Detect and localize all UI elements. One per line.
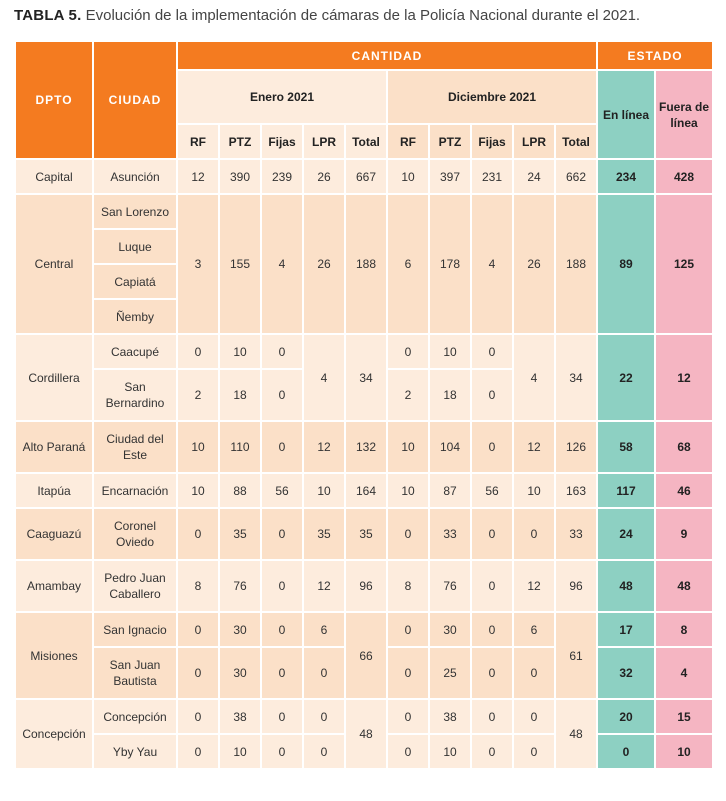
value-cell: 26 [304, 195, 344, 333]
value-cell: 4 [514, 335, 554, 420]
value-cell: 34 [346, 335, 386, 420]
value-cell: 662 [556, 160, 596, 193]
value-cell: 0 [262, 509, 302, 559]
value-cell: 26 [304, 160, 344, 193]
value-cell: 0 [472, 335, 512, 368]
table-row [16, 422, 712, 472]
value-cell: 188 [346, 195, 386, 333]
en-linea-cell: 48 [598, 561, 654, 611]
value-cell: 0 [514, 700, 554, 733]
value-cell: 0 [472, 700, 512, 733]
value-cell: 0 [262, 613, 302, 646]
value-cell: 66 [346, 613, 386, 698]
value-cell: 38 [220, 700, 260, 733]
ciudad-cell: San Ignacio [94, 613, 176, 646]
fuera-linea-cell: 12 [656, 335, 712, 420]
value-cell: 8 [388, 561, 428, 611]
value-cell: 0 [514, 735, 554, 768]
table-row [16, 509, 712, 559]
dpto-cell: Alto Paraná [16, 422, 92, 472]
table-number: TABLA 5. [14, 7, 82, 24]
cameras-table [14, 40, 714, 770]
value-cell: 4 [304, 335, 344, 420]
value-cell: 397 [430, 160, 470, 193]
en-linea-cell: 17 [598, 613, 654, 646]
value-cell: 25 [430, 648, 470, 698]
ciudad-cell: San Juan Bautista [94, 648, 176, 698]
table-row [16, 700, 712, 733]
header-dpto: DPTO [16, 42, 92, 158]
value-cell: 10 [220, 335, 260, 368]
fuera-linea-cell: 428 [656, 160, 712, 193]
table-row [16, 561, 712, 611]
en-linea-cell: 58 [598, 422, 654, 472]
ciudad-cell: Yby Yau [94, 735, 176, 768]
value-cell: 35 [220, 509, 260, 559]
value-cell: 10 [304, 474, 344, 507]
fuera-linea-cell: 10 [656, 735, 712, 768]
value-cell: 34 [556, 335, 596, 420]
table-title [14, 6, 640, 26]
value-cell: 12 [514, 422, 554, 472]
en-linea-cell: 20 [598, 700, 654, 733]
value-cell: 6 [388, 195, 428, 333]
value-cell: 0 [472, 613, 512, 646]
ciudad-cell: Luque [94, 230, 176, 263]
value-cell: 0 [472, 648, 512, 698]
value-cell: 61 [556, 613, 596, 698]
header-diciembre: Diciembre 2021 [388, 71, 596, 123]
value-cell: 0 [472, 561, 512, 611]
value-cell: 0 [388, 648, 428, 698]
table-row [16, 613, 712, 646]
value-cell: 87 [430, 474, 470, 507]
table-row [16, 195, 712, 228]
value-cell: 155 [220, 195, 260, 333]
value-cell: 10 [388, 422, 428, 472]
ciudad-cell: Concepción [94, 700, 176, 733]
value-cell: 110 [220, 422, 260, 472]
en-linea-cell: 117 [598, 474, 654, 507]
value-cell: 6 [514, 613, 554, 646]
value-cell: 0 [262, 370, 302, 420]
fuera-linea-cell: 125 [656, 195, 712, 333]
col-fijas-diciembre: Fijas [472, 125, 512, 158]
col-total-enero: Total [346, 125, 386, 158]
fuera-linea-cell: 9 [656, 509, 712, 559]
value-cell: 0 [178, 648, 218, 698]
value-cell: 231 [472, 160, 512, 193]
header-enero: Enero 2021 [178, 71, 386, 123]
en-linea-cell: 89 [598, 195, 654, 333]
value-cell: 126 [556, 422, 596, 472]
ciudad-cell: Ciudad del Este [94, 422, 176, 472]
value-cell: 0 [472, 370, 512, 420]
table-caption: Evolución de la implementación de cámaras de la Policía Nacional durante el 2021. [85, 7, 641, 24]
value-cell: 0 [514, 648, 554, 698]
value-cell: 35 [346, 509, 386, 559]
value-cell: 0 [262, 648, 302, 698]
value-cell: 10 [388, 474, 428, 507]
value-cell: 35 [304, 509, 344, 559]
value-cell: 88 [220, 474, 260, 507]
header-cantidad: CANTIDAD [178, 42, 596, 69]
value-cell: 0 [388, 613, 428, 646]
col-lpr-enero: LPR [304, 125, 344, 158]
value-cell: 0 [304, 735, 344, 768]
fuera-linea-cell: 4 [656, 648, 712, 698]
value-cell: 10 [514, 474, 554, 507]
ciudad-cell: Asunción [94, 160, 176, 193]
value-cell: 30 [430, 613, 470, 646]
col-fijas-enero: Fijas [262, 125, 302, 158]
value-cell: 0 [514, 509, 554, 559]
fuera-linea-cell: 46 [656, 474, 712, 507]
value-cell: 8 [178, 561, 218, 611]
col-rf-diciembre: RF [388, 125, 428, 158]
value-cell: 18 [430, 370, 470, 420]
ciudad-cell: San Bernardino [94, 370, 176, 420]
col-rf-enero: RF [178, 125, 218, 158]
value-cell: 0 [472, 422, 512, 472]
ciudad-cell: San Lorenzo [94, 195, 176, 228]
value-cell: 164 [346, 474, 386, 507]
en-linea-cell: 234 [598, 160, 654, 193]
value-cell: 48 [556, 700, 596, 768]
value-cell: 0 [388, 335, 428, 368]
value-cell: 3 [178, 195, 218, 333]
value-cell: 6 [304, 613, 344, 646]
value-cell: 10 [178, 474, 218, 507]
dpto-cell: Misiones [16, 613, 92, 698]
value-cell: 38 [430, 700, 470, 733]
dpto-cell: Amambay [16, 561, 92, 611]
en-linea-cell: 0 [598, 735, 654, 768]
value-cell: 0 [178, 700, 218, 733]
dpto-cell: Central [16, 195, 92, 333]
value-cell: 239 [262, 160, 302, 193]
value-cell: 2 [388, 370, 428, 420]
value-cell: 667 [346, 160, 386, 193]
value-cell: 33 [430, 509, 470, 559]
ciudad-cell: Caacupé [94, 335, 176, 368]
value-cell: 0 [178, 613, 218, 646]
col-lpr-diciembre: LPR [514, 125, 554, 158]
value-cell: 33 [556, 509, 596, 559]
value-cell: 48 [346, 700, 386, 768]
value-cell: 56 [262, 474, 302, 507]
dpto-cell: Concepción [16, 700, 92, 768]
col-ptz-enero: PTZ [220, 125, 260, 158]
value-cell: 104 [430, 422, 470, 472]
col-total-diciembre: Total [556, 125, 596, 158]
header-fuera-de-linea: Fuera de línea [656, 71, 712, 158]
value-cell: 0 [472, 735, 512, 768]
dpto-cell: Cordillera [16, 335, 92, 420]
value-cell: 0 [178, 335, 218, 368]
value-cell: 163 [556, 474, 596, 507]
table-row [16, 335, 712, 368]
value-cell: 96 [346, 561, 386, 611]
fuera-linea-cell: 8 [656, 613, 712, 646]
value-cell: 0 [304, 700, 344, 733]
value-cell: 30 [220, 613, 260, 646]
value-cell: 30 [220, 648, 260, 698]
value-cell: 10 [430, 735, 470, 768]
value-cell: 12 [178, 160, 218, 193]
value-cell: 0 [262, 735, 302, 768]
value-cell: 96 [556, 561, 596, 611]
ciudad-cell: Coronel Oviedo [94, 509, 176, 559]
value-cell: 188 [556, 195, 596, 333]
dpto-cell: Capital [16, 160, 92, 193]
value-cell: 0 [262, 700, 302, 733]
value-cell: 10 [220, 735, 260, 768]
value-cell: 0 [304, 648, 344, 698]
value-cell: 0 [388, 700, 428, 733]
value-cell: 0 [262, 561, 302, 611]
value-cell: 0 [472, 509, 512, 559]
en-linea-cell: 24 [598, 509, 654, 559]
value-cell: 76 [220, 561, 260, 611]
header-en-linea: En línea [598, 71, 654, 158]
value-cell: 2 [178, 370, 218, 420]
ciudad-cell: Encarnación [94, 474, 176, 507]
value-cell: 12 [304, 422, 344, 472]
value-cell: 76 [430, 561, 470, 611]
en-linea-cell: 22 [598, 335, 654, 420]
table-row [16, 160, 712, 193]
value-cell: 10 [178, 422, 218, 472]
value-cell: 0 [262, 422, 302, 472]
value-cell: 24 [514, 160, 554, 193]
value-cell: 0 [388, 509, 428, 559]
value-cell: 56 [472, 474, 512, 507]
value-cell: 4 [472, 195, 512, 333]
ciudad-cell: Ñemby [94, 300, 176, 333]
col-ptz-diciembre: PTZ [430, 125, 470, 158]
header-ciudad: CIUDAD [94, 42, 176, 158]
value-cell: 10 [388, 160, 428, 193]
fuera-linea-cell: 48 [656, 561, 712, 611]
fuera-linea-cell: 68 [656, 422, 712, 472]
ciudad-cell: Pedro Juan Caballero [94, 561, 176, 611]
value-cell: 12 [514, 561, 554, 611]
table-row [16, 474, 712, 507]
en-linea-cell: 32 [598, 648, 654, 698]
value-cell: 132 [346, 422, 386, 472]
header-estado: ESTADO [598, 42, 712, 69]
value-cell: 12 [304, 561, 344, 611]
value-cell: 0 [262, 335, 302, 368]
value-cell: 4 [262, 195, 302, 333]
dpto-cell: Itapúa [16, 474, 92, 507]
value-cell: 18 [220, 370, 260, 420]
value-cell: 0 [178, 735, 218, 768]
ciudad-cell: Capiatá [94, 265, 176, 298]
value-cell: 0 [178, 509, 218, 559]
value-cell: 0 [388, 735, 428, 768]
value-cell: 26 [514, 195, 554, 333]
fuera-linea-cell: 15 [656, 700, 712, 733]
dpto-cell: Caaguazú [16, 509, 92, 559]
value-cell: 390 [220, 160, 260, 193]
value-cell: 10 [430, 335, 470, 368]
value-cell: 178 [430, 195, 470, 333]
